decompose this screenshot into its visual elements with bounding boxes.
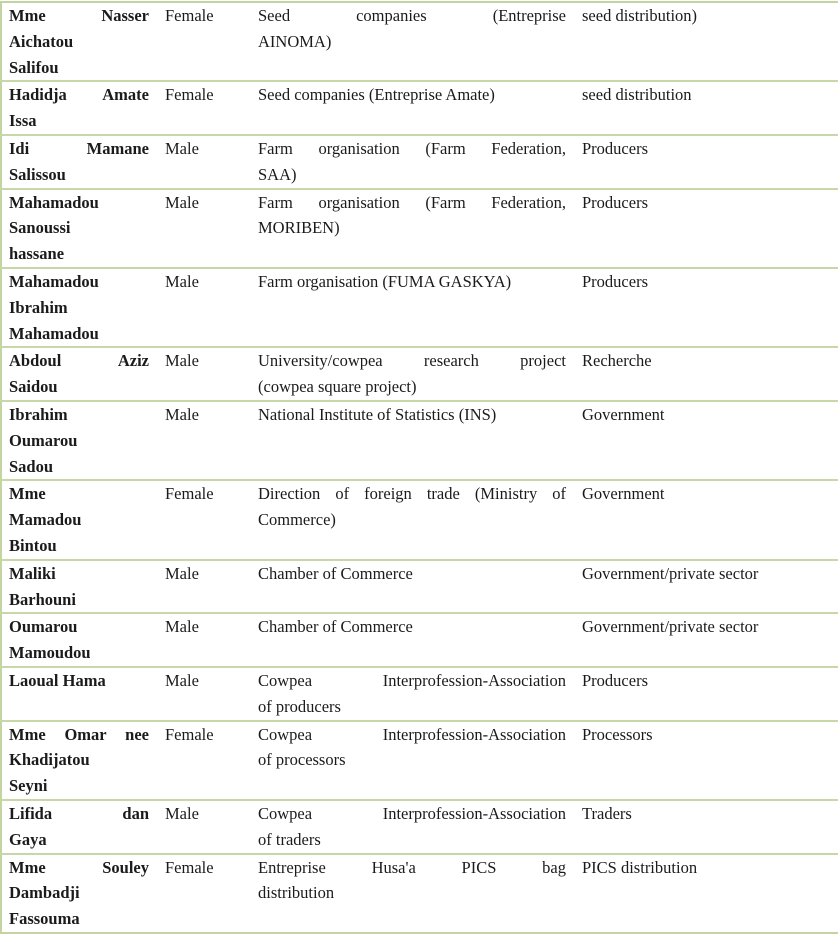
- text-line: Khadijatou: [9, 750, 90, 770]
- text-line: Female: [165, 6, 214, 25]
- name-cell: [1, 800, 158, 854]
- text-line: Farm organisation (Farm Federation,: [258, 138, 566, 158]
- text-line: Processors: [582, 724, 653, 744]
- name-cell: [1, 347, 158, 401]
- table-row: [1, 81, 838, 135]
- text-line: Male: [165, 351, 199, 371]
- text-line: Mahamadou: [9, 271, 99, 291]
- text-line: of traders: [258, 829, 321, 849]
- text-line: Maliki: [9, 563, 56, 583]
- name-cell: [1, 401, 158, 480]
- name-cell: [1, 2, 158, 81]
- category-cell: [575, 613, 838, 667]
- text-line: Oumarou: [9, 430, 78, 450]
- gender-cell: [158, 480, 251, 559]
- text-line: Mamadou: [9, 510, 82, 530]
- category-cell: [575, 560, 838, 614]
- text-line: AINOMA): [258, 31, 332, 51]
- table-row: [1, 189, 838, 268]
- category-cell: [575, 268, 838, 347]
- table-body: [1, 2, 838, 933]
- organization-cell: [251, 135, 575, 189]
- organization-cell: [251, 854, 575, 933]
- table-row: [1, 135, 838, 189]
- text-line: Female: [165, 857, 214, 877]
- table-row: [1, 268, 838, 347]
- gender-cell: [158, 189, 251, 268]
- table-row: [1, 401, 838, 480]
- gender-cell: [158, 560, 251, 614]
- text-line: Gaya: [9, 829, 47, 849]
- organization-cell: [251, 81, 575, 135]
- table-row: [1, 667, 838, 721]
- text-line: Government/private sector: [582, 617, 759, 637]
- text-line: Sanoussi: [9, 218, 71, 238]
- text-line: Cowpea Interprofession-Association: [258, 670, 566, 690]
- text-line: Idi Mamane: [9, 138, 149, 158]
- text-line: Fassouma: [9, 909, 80, 929]
- text-line: Ibrahim: [9, 404, 68, 424]
- name-cell: [1, 721, 158, 800]
- table-row: [1, 800, 838, 854]
- text-line: Male: [165, 271, 199, 291]
- text-line: Male: [165, 563, 199, 583]
- text-line: Dambadji: [9, 883, 80, 903]
- text-line: Saidou: [9, 377, 58, 397]
- name-cell: [1, 560, 158, 614]
- table-row: [1, 721, 838, 800]
- gender-cell: [158, 81, 251, 135]
- text-line: MORIBEN): [258, 218, 340, 238]
- text-line: Hadidja Amate: [9, 85, 149, 105]
- organization-cell: [251, 2, 575, 81]
- category-cell: [575, 189, 838, 268]
- text-line: Male: [165, 803, 199, 823]
- name-cell: [1, 268, 158, 347]
- text-line: Female: [165, 484, 214, 504]
- text-line: Government: [582, 484, 665, 504]
- text-line: Producers: [582, 271, 648, 291]
- organization-cell: [251, 189, 575, 268]
- text-line: Government: [582, 404, 665, 424]
- text-line: Male: [165, 670, 199, 690]
- text-line: National Institute of Statistics (INS): [258, 404, 497, 424]
- text-line: Seyni: [9, 776, 48, 796]
- name-cell: [1, 613, 158, 667]
- text-line: Producers: [582, 138, 648, 158]
- text-line: Direction of foreign trade (Ministry of: [258, 484, 566, 504]
- stakeholders-table: [0, 1, 838, 934]
- text-line: Chamber of Commerce: [258, 617, 413, 637]
- text-line: Cowpea Interprofession-Association: [258, 803, 566, 823]
- text-line: Seed companies (Entreprise: [258, 6, 566, 25]
- category-cell: [575, 135, 838, 189]
- text-line: University/cowpea research project: [258, 351, 566, 371]
- table-row: [1, 347, 838, 401]
- text-line: Entreprise Husa'a PICS bag: [258, 857, 566, 877]
- gender-cell: [158, 800, 251, 854]
- gender-cell: [158, 268, 251, 347]
- text-line: SAA): [258, 164, 297, 184]
- table-row: [1, 560, 838, 614]
- text-line: Mahamadou: [9, 192, 99, 212]
- category-cell: [575, 347, 838, 401]
- category-cell: [575, 2, 838, 81]
- name-cell: [1, 189, 158, 268]
- text-line: Salifou: [9, 57, 59, 77]
- name-cell: [1, 81, 158, 135]
- category-cell: [575, 480, 838, 559]
- text-line: Mme Omar nee: [9, 724, 149, 744]
- organization-cell: [251, 347, 575, 401]
- table-row: [1, 480, 838, 559]
- organization-cell: [251, 560, 575, 614]
- category-cell: [575, 81, 838, 135]
- text-line: Abdoul Aziz: [9, 351, 149, 371]
- text-line: Government/private sector: [582, 563, 759, 583]
- gender-cell: [158, 721, 251, 800]
- text-line: Mme Nasser: [9, 6, 149, 25]
- text-line: Farm organisation (Farm Federation,: [258, 192, 566, 212]
- name-cell: [1, 854, 158, 933]
- text-line: Aichatou: [9, 31, 74, 51]
- text-line: Cowpea Interprofession-Association: [258, 724, 566, 744]
- text-line: Salissou: [9, 164, 66, 184]
- gender-cell: [158, 401, 251, 480]
- text-line: Male: [165, 617, 199, 637]
- text-line: Lifida dan: [9, 803, 149, 823]
- text-line: Recherche: [582, 351, 652, 371]
- category-cell: [575, 667, 838, 721]
- text-line: Female: [165, 85, 214, 105]
- table-row: [1, 613, 838, 667]
- text-line: Male: [165, 192, 199, 212]
- category-cell: [575, 721, 838, 800]
- text-line: Mamoudou: [9, 643, 91, 663]
- gender-cell: [158, 135, 251, 189]
- name-cell: [1, 667, 158, 721]
- gender-cell: [158, 347, 251, 401]
- organization-cell: [251, 268, 575, 347]
- table-row: [1, 2, 838, 81]
- gender-cell: [158, 2, 251, 81]
- text-line: Mme Souley: [9, 857, 149, 877]
- organization-cell: [251, 800, 575, 854]
- text-line: seed distribution): [582, 6, 698, 25]
- gender-cell: [158, 613, 251, 667]
- text-line: seed distribution: [582, 85, 692, 105]
- text-line: Ibrahim: [9, 297, 68, 317]
- gender-cell: [158, 854, 251, 933]
- text-line: Barhouni: [9, 589, 76, 609]
- text-line: Oumarou: [9, 617, 78, 637]
- text-line: Laoual Hama: [9, 670, 106, 690]
- text-line: Commerce): [258, 510, 336, 530]
- category-cell: [575, 854, 838, 933]
- text-line: of processors: [258, 750, 346, 770]
- text-line: Male: [165, 404, 199, 424]
- text-line: Sadou: [9, 456, 54, 476]
- text-line: distribution: [258, 883, 335, 903]
- name-cell: [1, 480, 158, 559]
- table-row: [1, 854, 838, 933]
- text-line: Producers: [582, 670, 648, 690]
- text-line: PICS distribution: [582, 857, 698, 877]
- text-line: Male: [165, 138, 199, 158]
- gender-cell: [158, 667, 251, 721]
- text-line: Chamber of Commerce: [258, 563, 413, 583]
- organization-cell: [251, 721, 575, 800]
- text-line: (cowpea square project): [258, 377, 417, 397]
- text-line: Producers: [582, 192, 648, 212]
- organization-cell: [251, 667, 575, 721]
- text-line: Farm organisation (FUMA GASKYA): [258, 271, 512, 291]
- text-line: Female: [165, 724, 214, 744]
- text-line: Mme: [9, 484, 46, 504]
- category-cell: [575, 800, 838, 854]
- text-line: Mahamadou: [9, 323, 99, 343]
- category-cell: [575, 401, 838, 480]
- text-line: Issa: [9, 111, 37, 131]
- text-line: Traders: [582, 803, 632, 823]
- name-cell: [1, 135, 158, 189]
- text-line: of producers: [258, 696, 341, 716]
- organization-cell: [251, 480, 575, 559]
- text-line: Seed companies (Entreprise Amate): [258, 85, 495, 105]
- organization-cell: [251, 613, 575, 667]
- organization-cell: [251, 401, 575, 480]
- text-line: hassane: [9, 244, 65, 264]
- text-line: Bintou: [9, 535, 57, 555]
